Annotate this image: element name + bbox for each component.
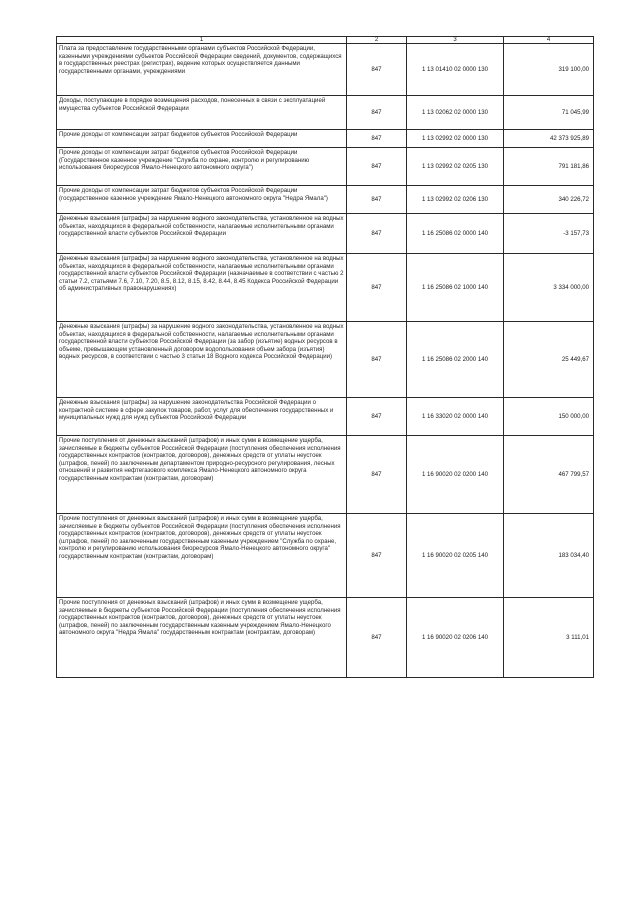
row-description: Прочие поступления от денежных взысканий (штрафов) и иных сумм в возмещение ущерба, зачисляемые в бюджеты субъектов Российской Федерации (поступления обеспечения исполнения государственных контрактов (контрактов, договоров), денежных средств от уплаты неустоек (штрафов, пеней) по заключенным государственным казенным учреждением "Служба по охране, контролю и регулированию использования биоресурсов Ямало-Ненецкого автономного округа" государственным контрактам (контрактам, договорам) <box>57 514 347 598</box>
row-kbk-code: 1 13 02062 02 0000 130 <box>407 96 504 130</box>
row-kbk-code: 1 16 90020 02 0200 140 <box>407 436 504 514</box>
row-description: Доходы, поступающие в порядке возмещения расходов, понесенных в связи с эксплуатацией имущества субъектов Российской Федерации <box>57 96 347 130</box>
row-description: Плата за предоставление государственными органами субъектов Российской Федерации, казенными учреждениями субъектов Российской Федерации сведений, документов, содержащихся в государственных реестрах (регистрах), ведение которых осуществляется данными государственными органами, учреждениями <box>57 44 347 96</box>
table-row <box>57 436 594 514</box>
row-amount: 25 449,67 <box>504 322 594 398</box>
col-header-2: 2 <box>347 37 407 44</box>
row-amount: -3 157,73 <box>504 214 594 254</box>
table-row <box>57 148 594 186</box>
row-kbk-code: 1 16 25086 02 0000 140 <box>407 214 504 254</box>
row-kbk-code: 1 16 33020 02 0000 140 <box>407 398 504 436</box>
row-amount: 791 181,86 <box>504 148 594 186</box>
row-description: Прочие поступления от денежных взысканий (штрафов) и иных сумм в возмещение ущерба, зачисляемые в бюджеты субъектов Российской Федерации (поступления обеспечения исполнения государственных контрактов (контрактов, договоров), денежных средств от уплаты неустоек (штрафов, пеней) по заключенным государственным казенным учреждением Ямало-Ненецкого автономного округа "Недра Ямала" государственным контрактам (контрактам, договорам) <box>57 598 347 678</box>
row-kbk-code: 1 16 90020 02 0205 140 <box>407 514 504 598</box>
col-header-1: 1 <box>57 37 347 44</box>
row-kbk-code: 1 13 02992 02 0205 130 <box>407 148 504 186</box>
row-amount: 71 045,99 <box>504 96 594 130</box>
row-description: Денежные взыскания (штрафы) за нарушение водного законодательства, установленное на водных объектах, находящихся в федеральной собственности, налагаемые исполнительными органами государственной власти субъектов Российской Федерации (за забор (изъятие) водных ресурсов в объеме, превышающем установленный договором водопользования объем забора (изъятия) водных ресурсов, в соответствии с частью 3 статьи 18 Водного кодекса Российской Федерации) <box>57 322 347 398</box>
table-row <box>57 322 594 398</box>
row-description: Прочие поступления от денежных взысканий (штрафов) и иных сумм в возмещение ущерба, зачисляемые в бюджеты субъектов Российской Федерации (поступления обеспечения исполнения государственных контрактов (контрактов, договоров), денежных средств от уплаты неустоек (штрафов, пеней) по заключенным департаментом природно-ресурсного регулирования, лесных отношений и развития нефтегазового комплекса Ямало-Ненецкого автономного округа государственным контрактам (контрактам, договорам) <box>57 436 347 514</box>
row-kbk-code: 1 16 25086 02 1000 140 <box>407 254 504 322</box>
row-admin-code: 847 <box>347 254 407 322</box>
table-row <box>57 44 594 96</box>
revenue-table <box>56 36 594 678</box>
row-amount: 319 100,00 <box>504 44 594 96</box>
col-header-4: 4 <box>504 37 594 44</box>
table-row <box>57 598 594 678</box>
table-row <box>57 514 594 598</box>
row-description: Денежные взыскания (штрафы) за нарушение законодательства Российской Федерации о контрактной системе в сфере закупок товаров, работ, услуг для обеспечения государственных и муниципальных нужд для нужд субъектов Российской Федерации <box>57 398 347 436</box>
row-admin-code: 847 <box>347 598 407 678</box>
row-admin-code: 847 <box>347 186 407 214</box>
row-amount: 183 034,40 <box>504 514 594 598</box>
row-amount: 467 799,57 <box>504 436 594 514</box>
table-row <box>57 186 594 214</box>
row-admin-code: 847 <box>347 322 407 398</box>
row-admin-code: 847 <box>347 398 407 436</box>
row-kbk-code: 1 13 02992 02 0000 130 <box>407 130 504 148</box>
row-admin-code: 847 <box>347 44 407 96</box>
row-admin-code: 847 <box>347 96 407 130</box>
row-amount: 340 226,72 <box>504 186 594 214</box>
row-admin-code: 847 <box>347 214 407 254</box>
table-row <box>57 214 594 254</box>
row-description: Прочие доходы от компенсации затрат бюджетов субъектов Российской Федерации (государственное казенное учреждение Ямало-Ненецкого автономного округа "Недра Ямала") <box>57 186 347 214</box>
row-amount: 150 000,00 <box>504 398 594 436</box>
table-row <box>57 96 594 130</box>
row-admin-code: 847 <box>347 148 407 186</box>
row-description: Денежные взыскания (штрафы) за нарушение водного законодательства, установленное на водных объектах, находящихся в федеральной собственности, налагаемые исполнительными органами государственной власти субъектов Российской Федерации <box>57 214 347 254</box>
row-admin-code: 847 <box>347 436 407 514</box>
row-kbk-code: 1 13 01410 02 0000 130 <box>407 44 504 96</box>
row-amount: 3 111,01 <box>504 598 594 678</box>
row-kbk-code: 1 16 90020 02 0206 140 <box>407 598 504 678</box>
row-description: Прочие доходы от компенсации затрат бюджетов субъектов Российской Федерации <box>57 130 347 148</box>
row-kbk-code: 1 13 02992 02 0206 130 <box>407 186 504 214</box>
header-row <box>57 37 594 44</box>
row-amount: 3 334 000,00 <box>504 254 594 322</box>
table-row <box>57 130 594 148</box>
table-row <box>57 398 594 436</box>
col-header-3: 3 <box>407 37 504 44</box>
row-description: Прочие доходы от компенсации затрат бюджетов субъектов Российской Федерации (Государственное казенное учреждение "Служба по охране, контролю и регулированию использования биоресурсов Ямало-Ненецкого автономного округа") <box>57 148 347 186</box>
row-description: Денежные взыскания (штрафы) за нарушение водного законодательства, установленное на водных объектах, находящихся в федеральной собственности, налагаемые исполнительными органами государственной власти субъектов Российской Федерации (назначаемые в соответствии с частью 2 статьи 7.2, статьями 7.6, 7.10, 7.20, 8.5, 8.12, 8.15, 8.42, 8.44, 8.45 Кодекса Российской Федерации об административных правонарушениях) <box>57 254 347 322</box>
row-amount: 42 373 925,89 <box>504 130 594 148</box>
table-row <box>57 254 594 322</box>
row-admin-code: 847 <box>347 130 407 148</box>
row-admin-code: 847 <box>347 514 407 598</box>
row-kbk-code: 1 16 25086 02 2000 140 <box>407 322 504 398</box>
